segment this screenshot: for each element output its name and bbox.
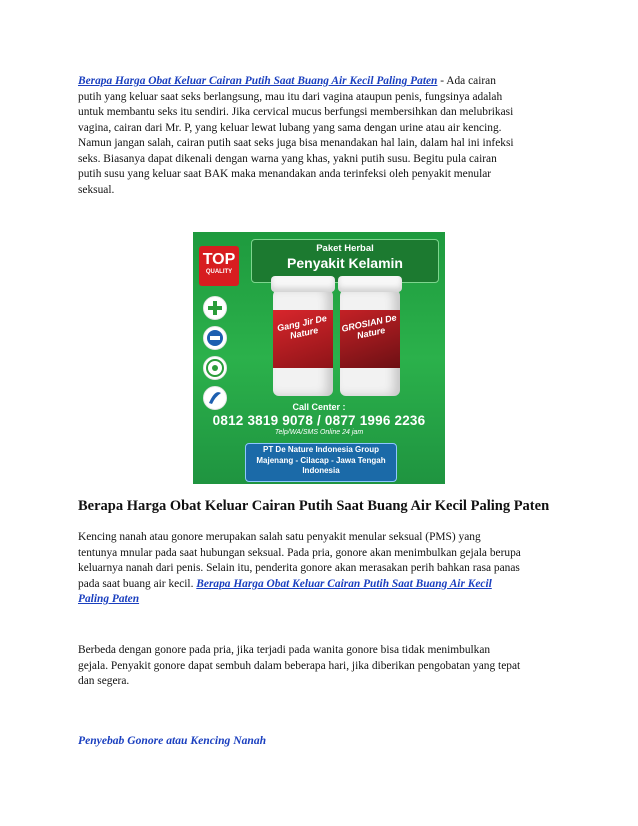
section-1-title-link[interactable]: Berapa Harga Obat Keluar Cairan Putih Saat Buang Air Kecil: [196, 577, 492, 590]
section-1-heading: Berapa Harga Obat Keluar Cairan Putih Saat Buang Air Kecil Paling Paten: [78, 498, 550, 514]
intro-paragraph: [78, 74, 564, 198]
section-1-line-1: Kencing nanah atau gonore merupakan salah satu penyakit menular seksual (PMS) yang: [78, 531, 481, 543]
contact-note: Telp/WA/SMS Online 24 jam: [274, 429, 364, 436]
section-2-line-1: Berbeda dengan gonore pada pria, jika terjadi pada wanita gonore bisa tidak menimbulkan: [78, 644, 491, 656]
product-bottle-2: [340, 288, 400, 396]
bottle-cap: [338, 276, 402, 292]
section-1-title-link-continued[interactable]: Paling Paten: [78, 593, 140, 605]
section-1-line-3: keluarnya nanah dari penis. Selain itu, penderita gonore akan merasakan perih bahkan rasa panas: [78, 562, 520, 574]
banner-line-1: Paket Herbal: [316, 243, 374, 254]
section-2-paragraph: [78, 643, 564, 690]
intro-line-8: seksual.: [78, 183, 115, 196]
call-center-label: Call Center :: [292, 402, 346, 412]
iso-certification-icon: [203, 326, 227, 350]
banner-line-2: Penyakit Kelamin: [287, 255, 403, 271]
intro-line-1: - Ada cairan: [437, 75, 496, 87]
bottle-1-label-text: Gang Jir De Nature: [276, 312, 328, 341]
top-quality-badge: [199, 246, 239, 286]
company-line-1: PT De Nature Indonesia Group: [262, 445, 379, 454]
product-image: [193, 232, 445, 484]
intro-line-2: putih yang keluar saat seks berlangsung, mau itu dari vagina ataupun penis, fungsinya adalah: [78, 90, 503, 103]
top-quality-badge-top: TOP: [202, 251, 236, 268]
section-1-line-2: tentunya mnular pada saat hubungan seksual. Pada pria, gonore akan menimbulkan gejala berupa: [78, 546, 521, 559]
company-line-2: Majenang - Cilacap - Jawa Tengah: [256, 455, 386, 465]
intro-line-4: vagina, cairan dari Mr. P, yang keluar lewat lubang yang sama dengan urine atau air kencing.: [78, 121, 502, 134]
section-3-heading: Penyebab Gonore atau Kencing Nanah: [78, 734, 267, 747]
bottle-label: [340, 310, 400, 368]
section-1-line-4: pada saat buang air kecil.: [78, 577, 197, 590]
halal-seal-icon: [203, 356, 227, 380]
bottle-label: [273, 310, 333, 368]
bottle-cap: [271, 276, 335, 292]
cross-icon: [203, 296, 227, 320]
intro-line-5: Namun jangan salah, cairan putih saat seks juga bisa menandakan hal lain, dalam hal ini infeksi: [78, 137, 514, 149]
section-2-line-2: gejala. Penyakit gonore dapat sembuh dalam beberapa hari, jika diberikan pengobatan yang tepat: [78, 659, 521, 672]
intro-line-7: putih susu yang keluar saat BAK maka menandakan anda terinfeksi oleh penyakit menular: [78, 168, 492, 180]
phone-numbers: 0812 3819 9078 / 0877 1996 2236: [212, 413, 426, 428]
top-quality-badge-bottom: QUALITY: [205, 269, 233, 275]
section-1-paragraph: [78, 530, 564, 608]
bottle-2-label-text: GROSIAN De Nature: [340, 312, 398, 341]
intro-title-link[interactable]: Berapa Harga Obat Keluar Cairan Putih Saat Buang Air Kecil Paling Paten: [78, 75, 438, 87]
intro-line-3: untuk membantu seks itu sendiri. Jika cervical mucus berfungsi membersihkan dan melubrikasi: [78, 106, 514, 118]
call-center: [193, 402, 445, 436]
product-bottle-1: [273, 288, 333, 396]
intro-line-6: seks. Biasanya dapat dikenali dengan warna yang khas, yakni putih susu. Begitu pula cairan: [78, 152, 497, 165]
company-line-3: Indonesia: [302, 466, 340, 475]
company-box: [245, 443, 397, 482]
section-2-line-3: dan segera.: [78, 675, 130, 687]
